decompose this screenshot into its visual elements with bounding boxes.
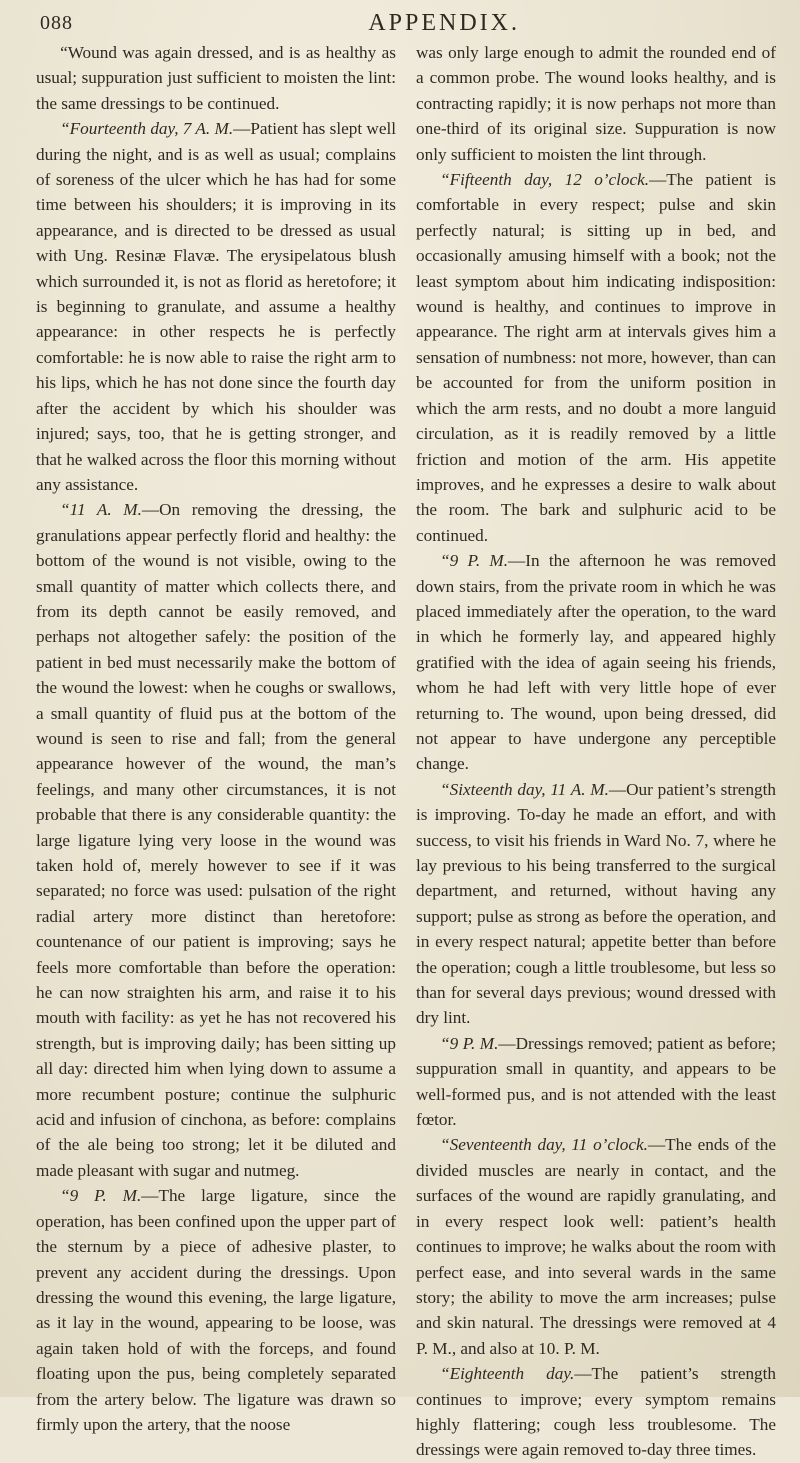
- paragraph: [416, 167, 776, 548]
- entry-heading: “Seventeenth day, 11 o’clock.: [440, 1135, 648, 1155]
- paragraph: [36, 1183, 396, 1437]
- paragraph: [416, 777, 776, 1031]
- entry-heading: “Eighteenth day.: [440, 1364, 575, 1384]
- running-head: APPENDIX.: [368, 9, 520, 36]
- paragraph-text: —The patient’s strength continues to improve; every symptom remains highly flattering; cough less troublesome. The dressings were again removed to-day three times.: [416, 1364, 777, 1460]
- entry-heading: “Sixteenth day, 11 A. M.: [440, 779, 609, 799]
- paragraph-text: —In the afternoon he was removed down stairs, from the private room in which he was placed immediately after the operation, to the ward in which he formerly lay, and appeared highly gratified with the idea of again seeing his friends, whom he had left with very little hope of ever returning to. The wound, upon being dressed, did not appear to have undergone any perceptible change.: [416, 551, 776, 774]
- paragraph-text: —On removing the dressing, the granulations appear perfectly florid and healthy: the bottom of the wound is not visible, owing to the small quantity of matter which collects there, and from its depth cannot be easily removed, and perhaps not altogether safely: the position of the patient in bed must necessarily make the bottom of the wound the lowest: when he coughs or swallows, a small quantity of fluid pus at the bottom of the wound is seen to rise and fall; from the general appearance however of the wound, the man’s feelings, and many other circumstances, it is not probable that there is any considerable quantity: the large ligature lying very loose in the wound was taken hold of, merely however to see if it was separated; no force was used: pulsation of the right radial artery more distinct than heretofore: countenance of our patient is improving; says he feels more comfortable than before the operation: he can now straighten his arm, and raise it to his mouth with facility: as yet he has not recovered his strength, but is improving daily; has been sitting up all day: directed him when lying down to assume a more recumbent posture; continue the sulphuric acid and infusion of cinchona, as before: complains of the ale being too strong; let it be diluted and made pleasant with sugar and nutmeg.: [36, 500, 396, 1180]
- entry-heading: “Fourteenth day, 7 A. M.: [60, 119, 234, 139]
- paragraph: [36, 497, 396, 1183]
- paragraph: [416, 1132, 776, 1361]
- paragraph-text: —Patient has slept well during the night, and is as well as usual; complains of soreness of the ulcer which he has had for some time between his shoulders; it is improving in its appearance, and is directed to be dressed as usual with Ung. Resinæ Flavæ. The erysipelatous blush which surrounded it, is not as florid as heretofore; it is beginning to granulate, and assume a healthy appearance: in other respects he is perfectly comfortable: he is now able to raise the right arm to his lips, which he has not done since the fourth day after the accident by which his shoulder was injured; says, too, that he is getting stronger, and that he walked across the floor this morning without any assistance.: [36, 119, 397, 494]
- entry-heading: “9 P. M.: [60, 1186, 142, 1206]
- entry-heading: “9 P. M.: [440, 551, 509, 571]
- paragraph: [416, 1031, 776, 1133]
- paragraph-text: —Dressings removed; patient as before; suppuration small in quantity, and appears to be well-formed pus, and is not attended with the least fœtor.: [416, 1033, 776, 1130]
- entry-heading: “11 A. M.: [60, 500, 142, 520]
- paragraph-text: —The patient is comfortable in every respect; pulse and skin perfectly natural; is sitting up in bed, and occasionally amusing himself with a book; not the least symptom about him indicating indisposition: wound is healthy, and continues to improve in appearance. The right arm at intervals gives him a sensation of numbness: not more, however, than can be accounted for from the uniform position in which the arm rests, and no doubt a more languid circulation, as it is readily removed by a little friction and motion of the arm. His appetite improves, and he expresses a desire to walk about the room. The bark and sulphuric acid to be continued.: [416, 170, 776, 545]
- page-header: [40, 6, 770, 40]
- paragraph-text: was only large enough to admit the rounded end of a common probe. The wound looks healthy, and is contracting rapidly; it is now perhaps not more than one-third of its original size. Suppuration is now only sufficient to moisten the lint through.: [416, 43, 776, 164]
- page-number: 088: [40, 11, 73, 34]
- text-columns: [36, 40, 777, 1460]
- entry-heading: “9 P. M.: [440, 1033, 499, 1053]
- paragraph-text: —The ends of the divided muscles are nearly in contact, and the surfaces of the wound are rapidly granulating, and in every respect look well: patient’s health continues to improve; he walks about the room with perfect ease, and into several wards in the same story; the ability to move the arm increases; pulse and skin natural. The dressings were removed at 4 P. M., and also at 10. P. M.: [416, 1135, 777, 1358]
- left-column: [36, 40, 397, 1434]
- paragraph: [416, 40, 776, 167]
- paragraph: [416, 548, 776, 777]
- paragraph-text: —The large ligature, since the operation, has been confined upon the upper part of the sternum by a piece of adhesive plaster, to prevent any accident during the dressings. Upon dressing the wound this evening, the large ligature, as it lay in the wound, appearing to be loose, was again taken hold of with the forceps, and found floating upon the pus, being completely separated from the artery below. The ligature was drawn so firmly upon the artery, that the noose: [36, 1186, 396, 1434]
- paragraph-text: “Wound was again dressed, and is as healthy as usual; suppuration just sufficient to moisten the lint: the same dressings to be continued.: [36, 43, 396, 113]
- paragraph: [416, 1361, 776, 1463]
- paragraph: [36, 116, 396, 497]
- paragraph-text: —Our patient’s strength is improving. To-day he made an effort, and with success, to visit his friends in Ward No. 7, where he lay previous to his being transferred to the surgical department, and returned, without having any support; pulse as strong as before the operation, and in every respect natural; appetite better than before the operation; cough a little troublesome, but less so than for several days previous; wound dressed with dry lint.: [416, 779, 776, 1028]
- entry-heading: “Fifteenth day, 12 o’clock.: [440, 170, 650, 190]
- right-column: [416, 40, 777, 1460]
- paragraph: [36, 40, 396, 116]
